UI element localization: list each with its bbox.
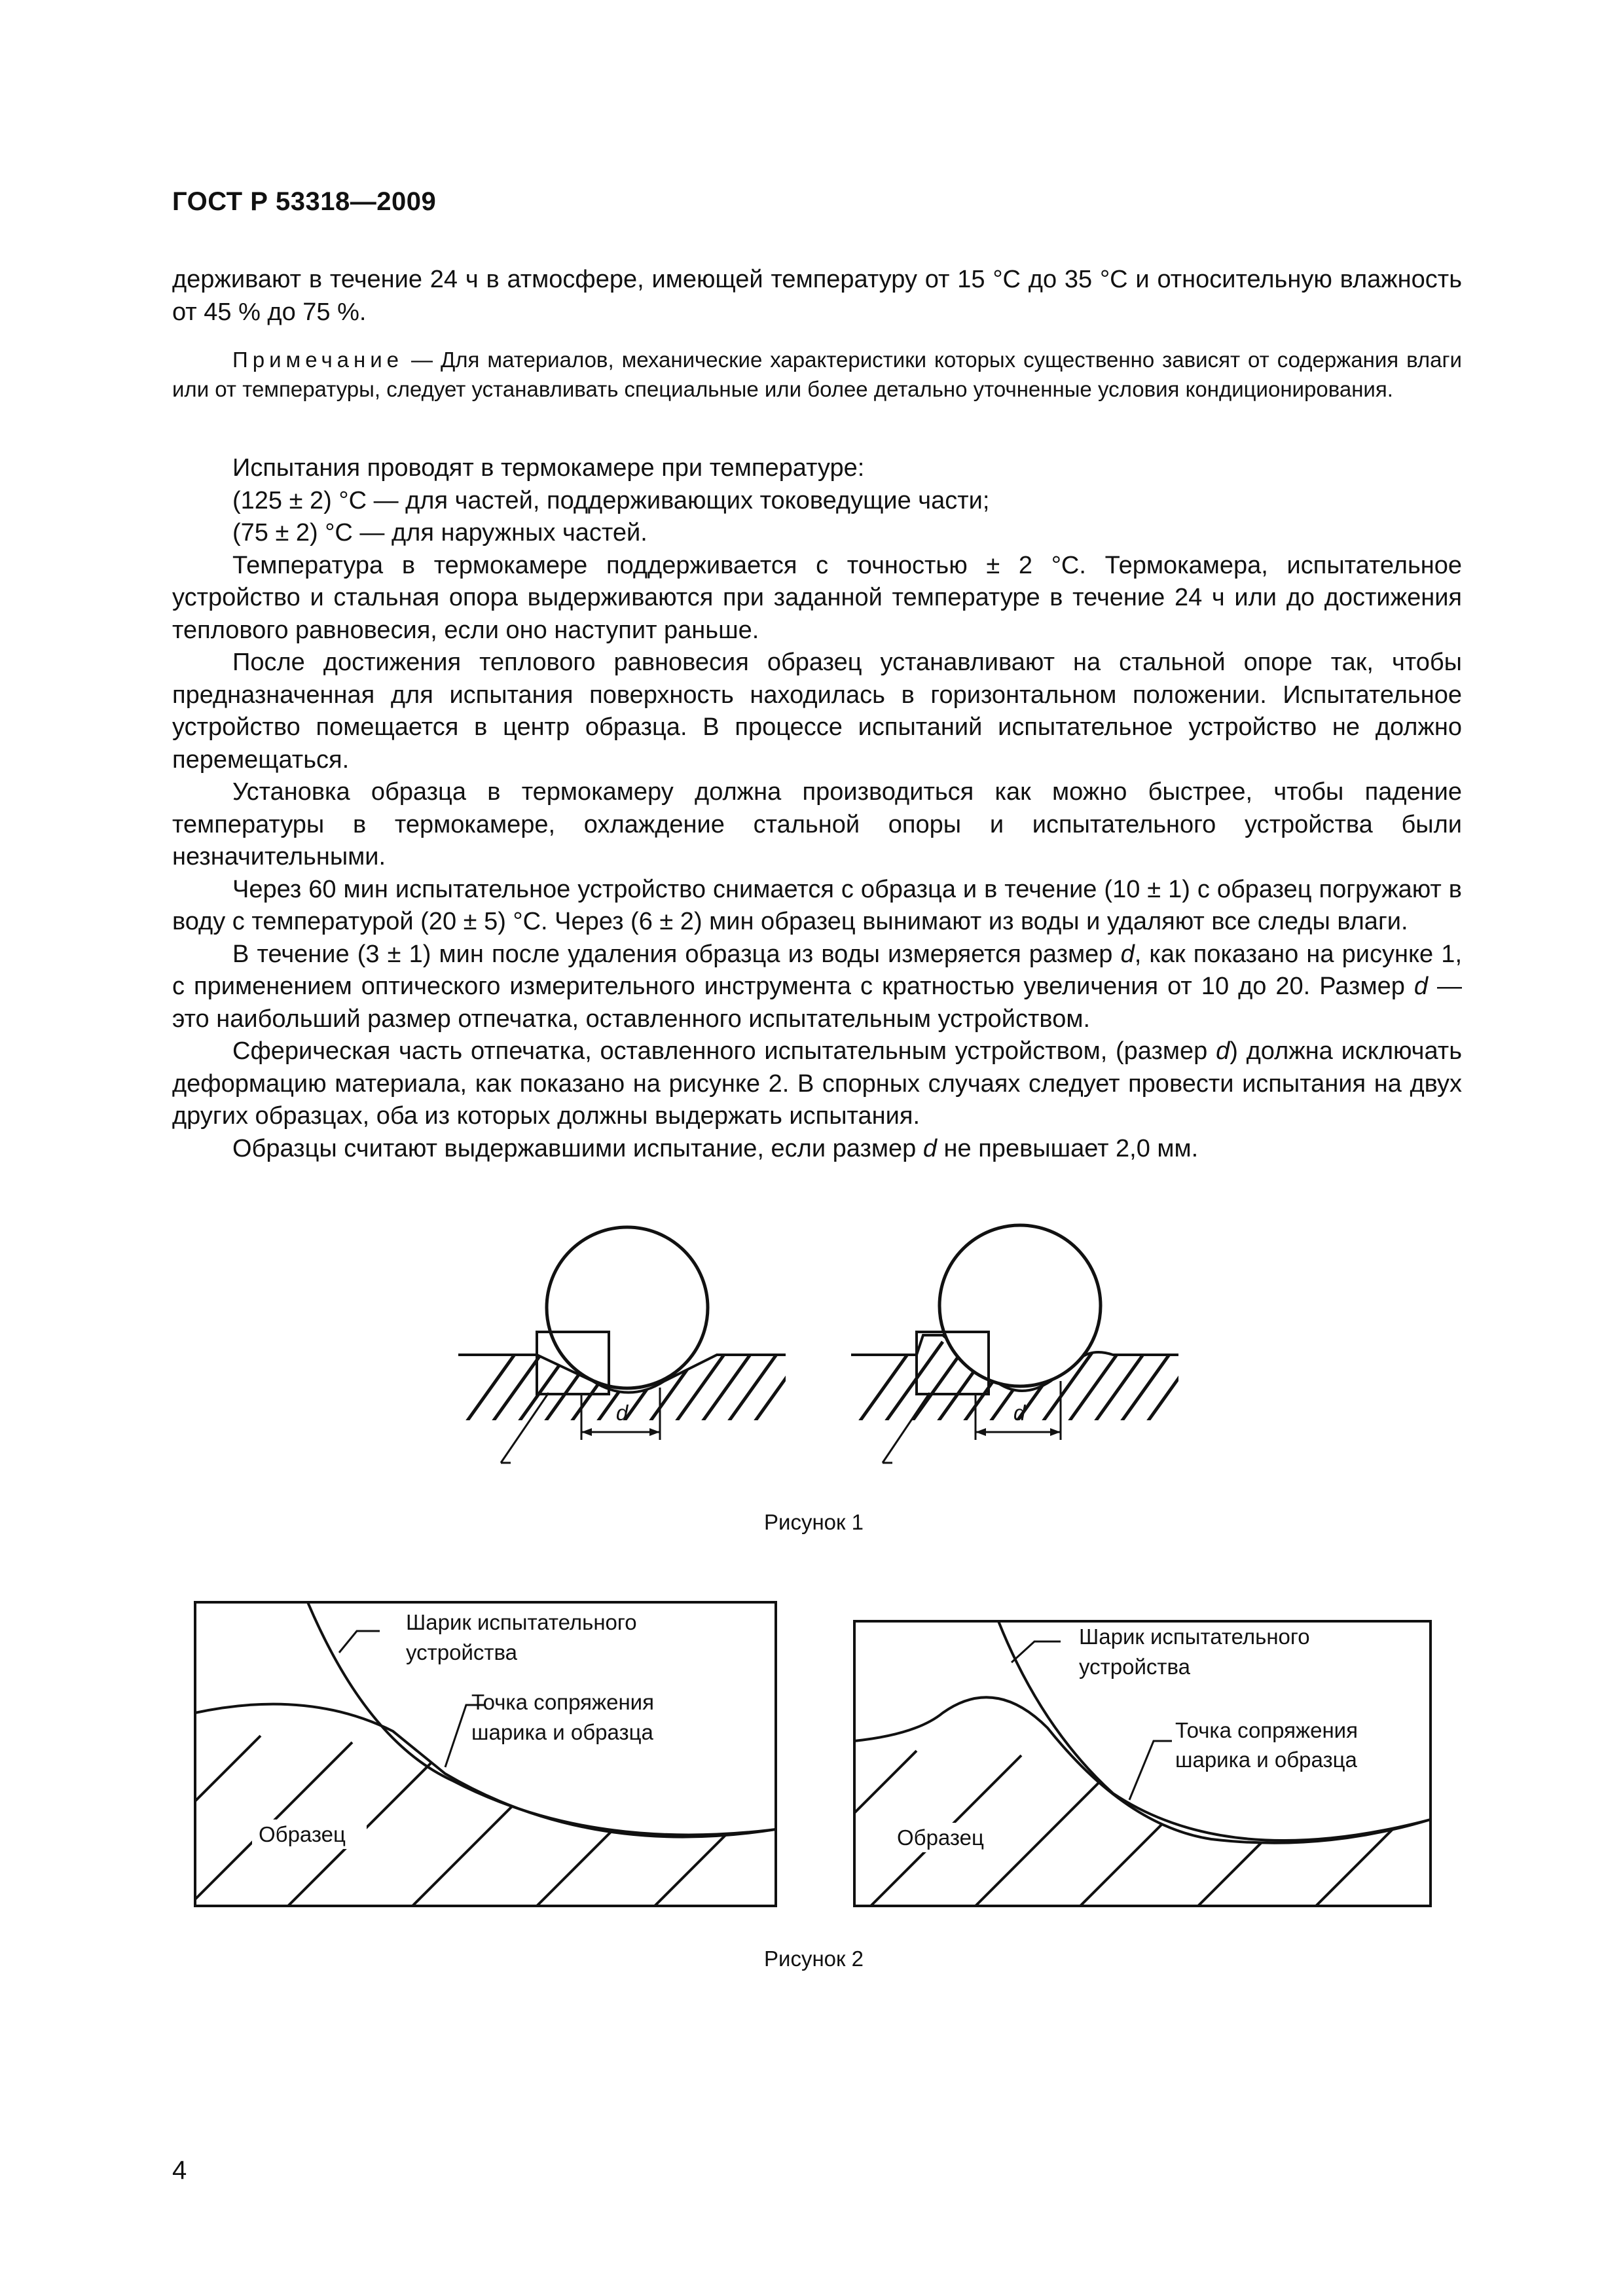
note-label: Примечание: [232, 348, 404, 372]
measure-text-1: В течение (3 ± 1) мин после удаления образца из воды измеряется размер: [232, 940, 1121, 968]
fig2-left-ball-label-2: устройства: [406, 1640, 518, 1664]
fig1-left-dim-label: d: [615, 1401, 629, 1425]
paragraph-temp-125: (125 ± 2) °С — для частей, поддерживающих токоведущие части;: [232, 486, 990, 514]
paragraph-temp-75: (75 ± 2) °С — для наружных частей.: [232, 519, 647, 547]
fig2-left-ball-label-1: Шарик испытательного: [406, 1610, 637, 1634]
fig2-left-contact-label-1: Точка сопряжения: [471, 1690, 654, 1714]
figure-2-right: [854, 1621, 1431, 1906]
spherical-text-1: Сферическая часть отпечатка, оставленного испытательным устройством, (размер: [232, 1037, 1216, 1065]
fig2-right-sample-label: Образец: [897, 1825, 984, 1850]
measure-text-2: , как показано на рисунке 1, с применением оптического измерительного инструмента с кратностью увеличения от 10 до 20. Размер: [172, 940, 1462, 1000]
var-d: d: [1413, 973, 1428, 1000]
var-d: d: [922, 1134, 937, 1162]
var-d: d: [1216, 1037, 1230, 1065]
fig2-right-ball-label-1: Шарик испытательного: [1079, 1624, 1310, 1649]
fig2-right-contact-label-2: шарика и образца: [1175, 1748, 1357, 1772]
paragraph-temp-accuracy: Температура в термокамере поддерживается с точностью ± 2 °С. Термокамера, испытательное устройство и стальная опора выдерживаются при заданной температуре в течение 24 ч или до достижения теплового равновесия, если оно наступит раньше.: [172, 551, 1462, 644]
fig2-left-contact-label-2: шарика и образца: [471, 1720, 653, 1744]
fig2-left-sample-label: Образец: [259, 1822, 346, 1846]
criteria-text-2: не превышает 2,0 мм.: [937, 1134, 1199, 1162]
paragraph-tests-temperature: Испытания проводят в термокамере при температуре:: [232, 454, 865, 482]
fig2-right-ball-label-2: устройства: [1079, 1655, 1191, 1679]
note-text: — Для материалов, механические характеристики которых существенно зависят от содержания влаги или от температуры, следует устанавливать специальные или более детально уточненные условия кондиционирования.: [172, 348, 1462, 401]
measure-text-3: — это наибольший размер отпечатка, оставленного испытательным устройством.: [172, 973, 1462, 1033]
figure-1-caption: Рисунок 1: [764, 1510, 864, 1534]
fig1-right-dim-label: d: [1013, 1401, 1026, 1425]
figure-1-right: [851, 1225, 1205, 1463]
document-header: ГОСТ Р 53318—2009: [172, 187, 437, 216]
paragraph-sample-placement: После достижения теплового равновесия образец устанавливают на стальной опоре так, чтобы предназначенная для испытания поверхность находилась в горизонтальном положении. Испытательное устройство помещается в центр образца. В процессе испытаний испытательное устройство не должно перемещаться.: [172, 649, 1462, 774]
figure-2-left: [195, 1602, 776, 1906]
paragraph-cooling: Через 60 мин испытательное устройство снимается с образца и в течение (10 ± 1) с образец погружают в воду с температурой (20 ± 5) °С. Через (6 ± 2) мин образец вынимают из воды и удаляют все следы влаги.: [172, 875, 1462, 935]
figure-1-left: [458, 1227, 812, 1463]
paragraph-installation: Установка образца в термокамеру должна производиться как можно быстрее, чтобы падение температуры в термокамере, охлаждение стальной опоры и испытательного устройства были незначительными.: [172, 778, 1462, 870]
intro-paragraph: держивают в течение 24 ч в атмосфере, имеющей температуру от 15 °С до 35 °С и относительную влажность от 45 % до 75 %.: [172, 266, 1462, 326]
var-d: d: [1120, 940, 1135, 968]
spherical-text-2: ) должна исключать деформацию материала, как показано на рисунке 2. В спорных случаях следует провести испытания на двух других образцах, оба из которых должны выдержать испытания.: [172, 1037, 1462, 1130]
page-number: 4: [172, 2156, 187, 2185]
criteria-text-1: Образцы считают выдержавшими испытание, если размер: [232, 1134, 923, 1162]
figure-2-caption: Рисунок 2: [764, 1946, 864, 1971]
fig2-right-contact-label-1: Точка сопряжения: [1175, 1718, 1358, 1742]
